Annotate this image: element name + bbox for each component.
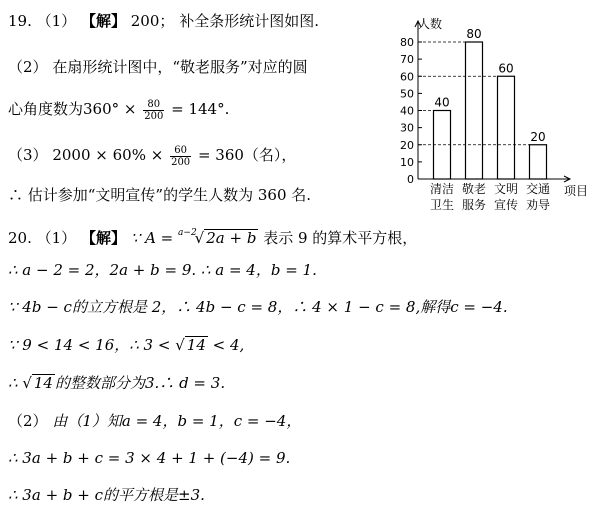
bar bbox=[530, 145, 547, 179]
q20-part-2: （2） bbox=[8, 412, 48, 430]
q20-line-7: ∴ 3a + b + c = 3 × 4 + 1 + (−4) = 9. bbox=[8, 449, 291, 467]
q19-frac2-num: 60 bbox=[170, 145, 191, 157]
y-tick-label: 50 bbox=[400, 87, 414, 101]
q19-frac1-den: 200 bbox=[144, 110, 164, 122]
q19-text-1: 补全条形统计图如图. bbox=[179, 12, 319, 30]
bar bbox=[434, 111, 451, 180]
y-axis-label: 人数 bbox=[418, 17, 443, 31]
q20-line-6 bbox=[8, 410, 301, 432]
category-label: 宣传 bbox=[493, 198, 519, 212]
q19-line-3 bbox=[8, 98, 229, 122]
bar bbox=[498, 76, 515, 179]
q19-fraction-1 bbox=[143, 99, 164, 122]
q19-line-1 bbox=[8, 10, 319, 32]
q19-part-3: （3） bbox=[8, 146, 48, 164]
q20-line-4: ∵ 9 < 14 < 16，∴ 3 < √ 14 < 4, bbox=[8, 336, 245, 354]
category-label: 清洁 bbox=[429, 182, 455, 196]
bar-value-label: 20 bbox=[530, 129, 546, 144]
q19-line-5 bbox=[8, 184, 311, 206]
q19-count-expr: 2000 × 60% × bbox=[52, 146, 164, 164]
q20-line-5: ∴ √ 14 的整数部分为3.∴ d = 3. bbox=[8, 374, 226, 392]
y-tick-label: 80 bbox=[400, 36, 414, 49]
category-label: 交通 bbox=[525, 182, 551, 196]
q19-line-2 bbox=[8, 56, 308, 78]
category-label: 文明 bbox=[493, 182, 519, 196]
bar-value-label: 40 bbox=[434, 95, 450, 110]
bar-chart bbox=[390, 14, 598, 220]
category-label: 服务 bbox=[461, 198, 487, 212]
q20-line-3: ∵ 4b − c的立方根是 2，∴ 4b − c = 8，∴ 4 × 1 − c = 8,解得c = −4. bbox=[8, 298, 508, 316]
category-label: 劝导 bbox=[525, 198, 551, 212]
y-tick-label: 60 bbox=[400, 70, 414, 84]
q19-conclusion: ∴ 估计参加“文明宣传”的学生人数为 360 名. bbox=[8, 186, 312, 204]
q20-line-1: 20. （1） 【解】 ∵ A = $^{a-2}$√ 2a + b 表示 9 的算术平方根， bbox=[8, 228, 418, 247]
y-tick-label: 40 bbox=[400, 104, 414, 118]
q20-ineq-end: < 4, bbox=[212, 336, 245, 354]
q20-root-index: a−2 bbox=[178, 228, 197, 238]
q20-statement: 表示 9 的算术平方根， bbox=[263, 229, 418, 247]
q19-part-1: （1） bbox=[36, 12, 77, 30]
category-label: 敬老 bbox=[461, 182, 487, 196]
q20-line-8: ∴ 3a + b + c的平方根是±3. bbox=[8, 486, 205, 504]
category-label: 卫生 bbox=[429, 198, 455, 212]
q20-ineq: ∵ 9 < 14 < 16，∴ 3 < bbox=[8, 336, 171, 354]
q19-answer-value: 200； bbox=[130, 12, 175, 30]
q19-text-2: 在扇形统计图中，“敬老服务”对应的圆 bbox=[52, 58, 308, 76]
q19-frac1-num: 80 bbox=[143, 99, 164, 111]
y-tick-label: 10 bbox=[400, 155, 414, 169]
q20-given: ∵ A = bbox=[130, 229, 174, 247]
bar bbox=[466, 42, 483, 179]
q20-line-2: ∴ a − 2 = 2，2a + b = 9. ∴ a = 4，b = 1. bbox=[8, 261, 317, 279]
q19-number: 19. bbox=[8, 12, 32, 30]
q19-part-2: （2） bbox=[8, 58, 48, 76]
q20-part-1: （1） bbox=[36, 229, 77, 247]
q20-number: 20. bbox=[8, 229, 32, 247]
q20-therefore: ∴ bbox=[8, 374, 18, 392]
q19-fraction-2 bbox=[170, 145, 191, 168]
q19-count-result: = 360（名）， bbox=[197, 146, 297, 164]
q19-frac2-den: 200 bbox=[171, 156, 191, 168]
bar-value-label: 60 bbox=[498, 61, 514, 76]
q20-integer-part: 的整数部分为3.∴ d = 3. bbox=[54, 374, 226, 392]
q19-angle-expr: 心角度数为360° × bbox=[8, 100, 137, 118]
y-tick-label: 20 bbox=[400, 138, 414, 152]
q20-radicand: 2a + b bbox=[206, 229, 257, 247]
y-tick-label: 70 bbox=[400, 53, 414, 67]
q19-solution-tag: 【解】 bbox=[80, 12, 126, 30]
q20-sqrt14-b: 14 bbox=[33, 374, 53, 392]
y-tick-label: 0 bbox=[407, 173, 414, 186]
q19-angle-result: = 144°. bbox=[171, 100, 230, 118]
bar-value-label: 80 bbox=[466, 27, 482, 41]
x-axis-label: 项目 bbox=[564, 184, 589, 198]
q20-solution-tag: 【解】 bbox=[80, 229, 126, 247]
q19-line-4 bbox=[8, 144, 296, 168]
y-tick-label: 30 bbox=[400, 121, 414, 135]
q20-sqrt14-a: 14 bbox=[186, 336, 206, 354]
q20-known: 由（1）知a = 4，b = 1，c = −4， bbox=[52, 412, 302, 430]
